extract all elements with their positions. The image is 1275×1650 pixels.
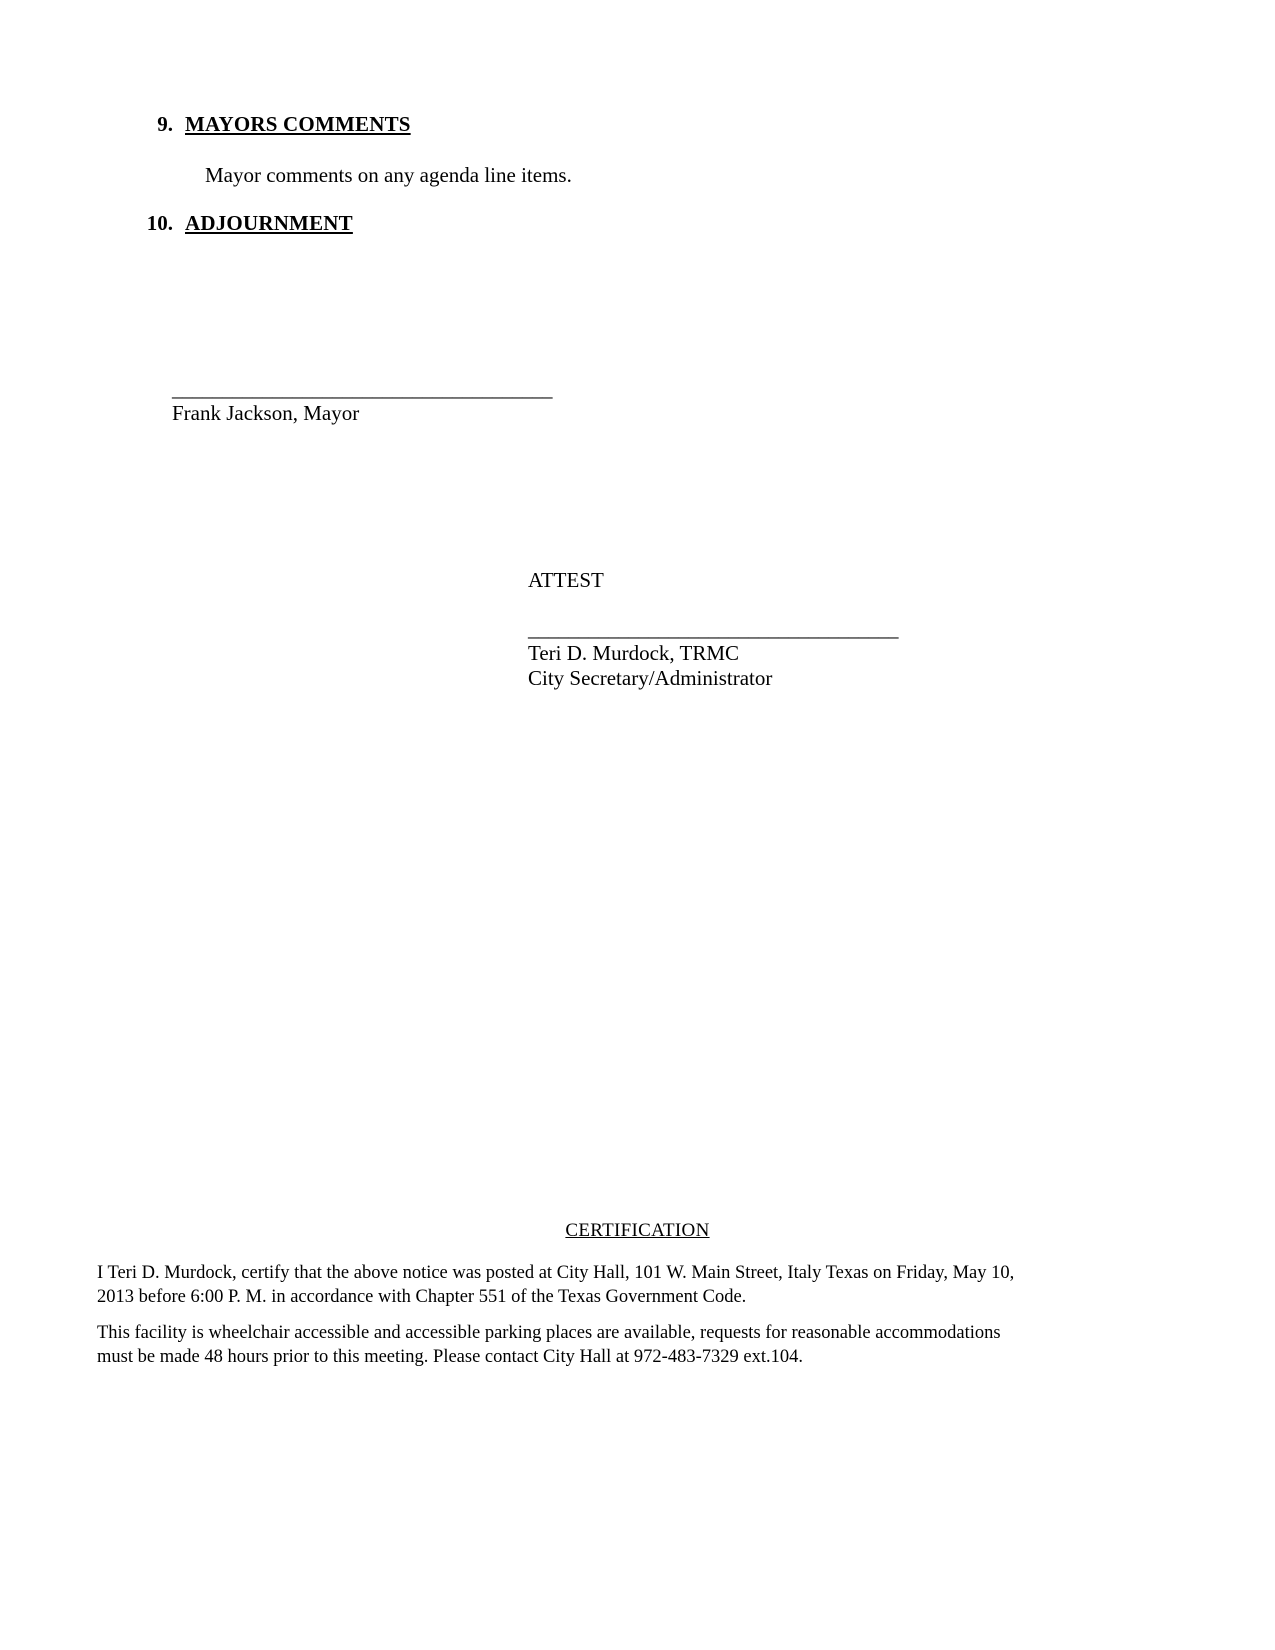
attest-name-line-1: Teri D. Murdock, TRMC [528,641,740,665]
certification-paragraph-accessibility: This facility is wheelchair accessible and accessible parking places are available, requests for reasonable accommodations must be made 48 hours prior to this meeting. Please contact City Hall at 972-483-7329 ext.104. [97,1323,1001,1367]
mayor-signature-name: Frank Jackson, Mayor [172,401,360,425]
attest-signature-line: _____________________________________ [528,617,898,641]
agenda-item-number: 10. [146,211,173,235]
certification-paragraph-posting: I Teri D. Murdock, certify that the above notice was posted at City Hall, 101 W. Main Street, Italy Texas on Friday, May 10, 2013 before 6:00 P. M. in accordance with Chapter 551 of the Texas Government Code. [97,1263,1015,1307]
attest-label: ATTEST [528,568,604,592]
mayor-signature-line: ______________________________________ [172,377,552,401]
attest-signature-name [528,641,772,691]
agenda-item-body-mayors-comments: Mayor comments on any agenda line items. [205,163,572,187]
agenda-item-mayors-comments [133,112,411,137]
attest-name-line-2: City Secretary/Administrator [528,665,773,690]
agenda-item-title: MAYORS COMMENTS [185,112,411,136]
agenda-item-number: 9. [157,112,173,136]
agenda-item-adjournment [133,211,353,236]
agenda-item-title: ADJOURNMENT [185,211,353,235]
certification-heading: CERTIFICATION [565,1220,710,1241]
